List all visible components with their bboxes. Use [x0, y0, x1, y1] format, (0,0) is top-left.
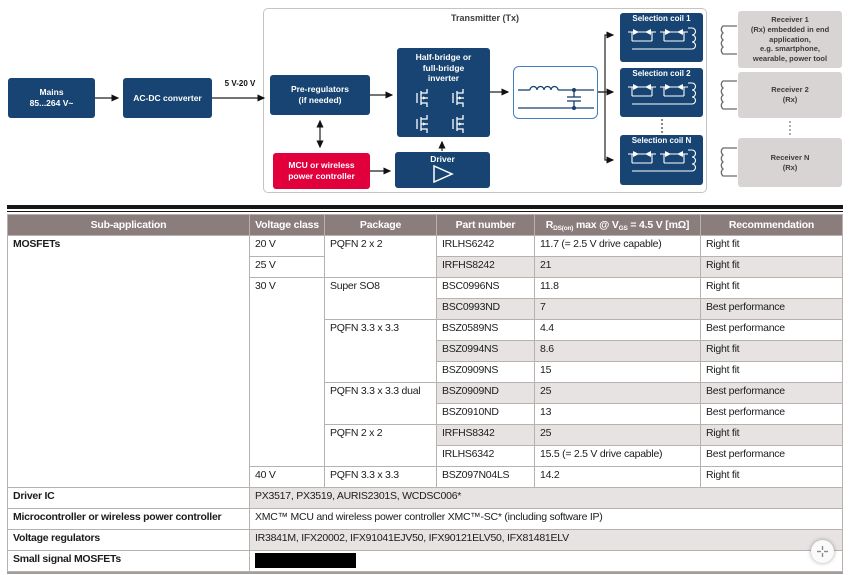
table-cell: IRLHS6342 [437, 446, 535, 467]
table-cell: PQFN 3.3 x 3.3 [325, 320, 437, 383]
table-cell: PQFN 2 x 2 [325, 425, 437, 467]
table-cell: BSZ0589NS [437, 320, 535, 341]
rds-sub2: GS [618, 224, 628, 232]
row-label-cell: MOSFETs [8, 236, 250, 488]
recommendation-table-block [7, 205, 843, 574]
row-label-cell: Voltage regulators [8, 530, 250, 551]
table-cell: IRFHS8342 [437, 425, 535, 446]
table-cell: Right fit [701, 467, 843, 488]
header-package: Package [325, 215, 437, 236]
inverter-line3: inverter [427, 73, 460, 84]
table-cell: PQFN 2 x 2 [325, 236, 437, 278]
table-cell: Super SO8 [325, 278, 437, 320]
selection-switch-icon [624, 79, 699, 109]
mains-line2: 85...264 V~ [29, 98, 74, 108]
table-cell: Right fit [701, 425, 843, 446]
driver-triangle-icon [431, 165, 455, 183]
redacted-cell [250, 551, 843, 572]
acdc-label: AC-DC converter [133, 92, 202, 103]
table-row [8, 551, 843, 572]
table-cell: 20 V [250, 236, 325, 257]
table-cell: 40 V [250, 467, 325, 488]
table-cell: Right fit [701, 257, 843, 278]
table-cell: BSC0996NS [437, 278, 535, 299]
mcu-line2: power controller [288, 171, 355, 181]
table-top-rule-thin [7, 211, 843, 212]
header-part-number: Part number [437, 215, 535, 236]
inverter-block [397, 48, 490, 137]
table-cell: BSC0993ND [437, 299, 535, 320]
table-cell: IRFHS8242 [437, 257, 535, 278]
system-block-diagram [0, 0, 850, 205]
table-cell: 7 [535, 299, 701, 320]
receiver-1-line: (Rx) embedded in end [750, 24, 830, 34]
mains-line1: Mains [39, 87, 64, 98]
receiver-n-line2: (Rx) [782, 162, 798, 172]
move-widget-button[interactable] [811, 540, 834, 563]
table-cell: 11.8 [535, 278, 701, 299]
table-cell: PX3517, PX3519, AURIS2301S, WCDSC006* [250, 488, 843, 509]
table-cell: 8.6 [535, 341, 701, 362]
bus-voltage-label: 5 V-20 V [224, 79, 256, 88]
table-cell: 13 [535, 404, 701, 425]
selection-coil-n-block [620, 135, 703, 185]
table-cell: Best performance [701, 446, 843, 467]
table-cell: 15.5 (= 2.5 V drive capable) [535, 446, 701, 467]
mains-block [8, 78, 95, 118]
receiver-n-block [738, 138, 842, 187]
table-cell: PQFN 3.3 x 3.3 dual [325, 383, 437, 425]
table-cell: BSZ097N04LS [437, 467, 535, 488]
selection-switch-icon [624, 24, 699, 54]
inductor-capacitor-icon [516, 69, 596, 117]
coil-icon [721, 81, 737, 109]
selection-coil-n-label: Selection coil N [631, 136, 692, 145]
table-cell: BSZ0910ND [437, 404, 535, 425]
table-cell: 25 [535, 425, 701, 446]
mcu-line1: MCU or wireless [288, 160, 355, 171]
receiver-2-line1: Receiver 2 [771, 85, 809, 95]
acdc-converter-block [123, 78, 212, 118]
driver-label: Driver [430, 154, 455, 164]
table-cell: 4.4 [535, 320, 701, 341]
table-cell: 30 V [250, 278, 325, 467]
row-label-cell: Driver IC [8, 488, 250, 509]
table-cell: Best performance [701, 383, 843, 404]
selection-coil-2-block [620, 68, 703, 117]
receiver-1-line: wearable, power tool [752, 54, 828, 64]
table-cell: Best performance [701, 320, 843, 341]
inverter-line1: Half-bridge or [415, 52, 472, 62]
receiver-1-line: application, [769, 34, 811, 44]
rds-mid: max @ V [573, 218, 619, 231]
transmitter-label: Transmitter (Tx) [450, 13, 519, 23]
receiver-2-block [738, 72, 842, 118]
selection-coil-1-block [620, 13, 703, 62]
table-cell: Right fit [701, 278, 843, 299]
mcu-block [273, 153, 370, 189]
pre-regulators-block [270, 75, 370, 115]
table-cell: IRLHS6242 [437, 236, 535, 257]
mosfet-bridge-icon [406, 86, 482, 137]
table-cell: 21 [535, 257, 701, 278]
lc-filter-block [513, 66, 598, 119]
table-row [8, 236, 843, 257]
table-cell: 15 [535, 362, 701, 383]
table-cell: Best performance [701, 299, 843, 320]
coil-icon [721, 26, 737, 54]
prereg-line1: Pre-regulators [290, 84, 350, 95]
table-cell: Right fit [701, 362, 843, 383]
rds-r: R [545, 218, 554, 231]
table-cell: 14.2 [535, 467, 701, 488]
header-recommendation: Recommendation [701, 215, 843, 236]
inverter-line2: full-bridge [422, 62, 465, 73]
parts-recommendation-table [7, 214, 843, 572]
table-cell: 25 [535, 383, 701, 404]
table-cell: BSZ0909ND [437, 383, 535, 404]
header-voltage-class: Voltage class [250, 215, 325, 236]
parts-table-body [8, 236, 843, 572]
rds-sub1: DS(on) [553, 224, 574, 232]
receiver-n-line1: Receiver N [770, 152, 810, 162]
receiver-1-line: e.g. smartphone, [759, 44, 820, 54]
driver-block [395, 152, 490, 188]
move-icon [816, 545, 829, 558]
table-cell: Best performance [701, 404, 843, 425]
table-cell: 25 V [250, 257, 325, 278]
redacted-block [255, 553, 356, 568]
table-row [8, 488, 843, 509]
receiver-1-block [738, 11, 842, 68]
table-cell: PQFN 3.3 x 3.3 [325, 467, 437, 488]
header-sub-application: Sub-application [8, 215, 250, 236]
row-label-cell: Microcontroller or wireless power controller [8, 509, 250, 530]
table-row [8, 530, 843, 551]
table-cell: 11.7 (= 2.5 V drive capable) [535, 236, 701, 257]
selection-coil-2-label: Selection coil 2 [632, 69, 691, 78]
receiver-1-line: Receiver 1 [771, 15, 809, 25]
coil-icon [721, 148, 737, 176]
rds-end: = 4.5 V [mΩ] [627, 218, 690, 231]
table-cell: IR3841M, IFX20002, IFX91041EJV50, IFX90121ELV50, IFX81481ELV [250, 530, 843, 551]
receiver-2-line2: (Rx) [782, 95, 798, 104]
table-row [8, 509, 843, 530]
table-cell: BSZ0909NS [437, 362, 535, 383]
table-cell: BSZ0994NS [437, 341, 535, 362]
table-header-row [8, 215, 843, 236]
prereg-line2: (if needed) [298, 95, 342, 105]
selection-switch-icon [624, 146, 699, 176]
table-cell: Right fit [701, 341, 843, 362]
table-cell: Right fit [701, 236, 843, 257]
table-bottom-rule [7, 572, 843, 574]
selection-coil-1-label: Selection coil 1 [632, 14, 691, 23]
table-cell: XMC™ MCU and wireless power controller XMC™-SC* (including software IP) [250, 509, 843, 530]
row-label-cell: Small signal MOSFETs [8, 551, 250, 572]
header-rds-on [535, 215, 701, 236]
